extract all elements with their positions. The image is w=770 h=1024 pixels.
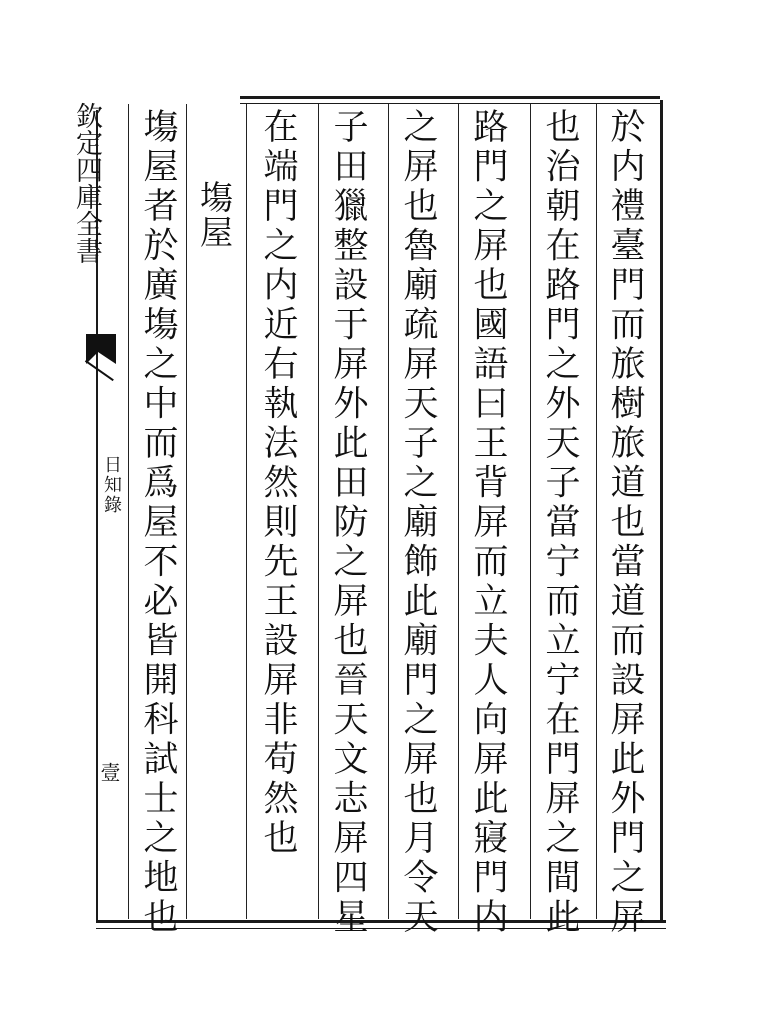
- column-divider: [458, 104, 459, 919]
- collection-title: 欽定四庫全書: [71, 102, 102, 264]
- text-column-3: 路門之屏也國語曰王背屏而立夫人向屏此寢門内: [468, 108, 508, 938]
- column-divider: [388, 104, 389, 919]
- text-column-2: 也治朝在路門之外天子當宁而立宁在門屏之間此: [540, 108, 580, 938]
- column-divider: [246, 104, 247, 919]
- column-divider: [318, 104, 319, 919]
- section-heading: 塲屋: [195, 180, 234, 250]
- section-body-column: 塲屋者於廣塲之中而爲屋不必皆開科試士之地也: [138, 108, 178, 938]
- book-title: 日知錄: [101, 455, 122, 515]
- text-column-4: 之屏也魯廟疏屏天子之廟飾此廟門之屏也月令天: [398, 108, 438, 938]
- right-border: [660, 100, 663, 922]
- column-divider: [128, 104, 129, 919]
- page-number: 壹: [97, 762, 121, 782]
- fishtail-line: [85, 360, 114, 381]
- column-divider: [530, 104, 531, 919]
- text-column-5: 子田獵整設于屏外此田防之屏也晉天文志屏四星: [328, 108, 368, 938]
- fishtail-mark-icon: [86, 334, 116, 364]
- top-border-thin: [240, 103, 660, 104]
- column-divider: [186, 104, 187, 919]
- column-divider: [596, 104, 597, 919]
- top-border: [240, 96, 660, 99]
- text-column-6: 在端門之内近右執法然則先王設屏非苟然也: [258, 108, 298, 859]
- text-column-1: 於内禮臺門而旅樹旅道也當道而設屏此外門之屏: [605, 108, 645, 938]
